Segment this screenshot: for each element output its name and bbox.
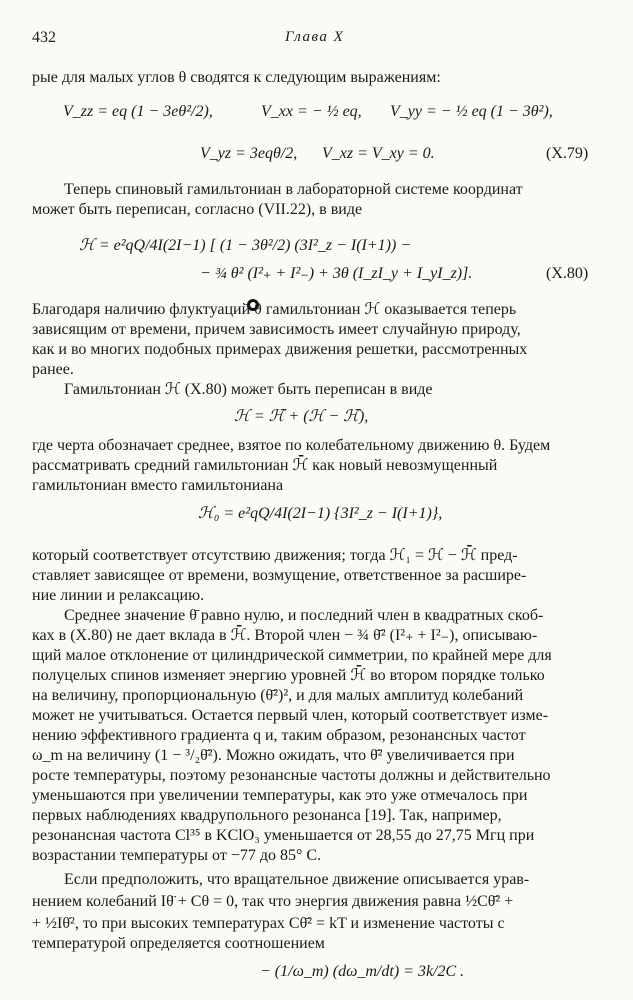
text-line: уменьшаются при увеличении температуры, как это уже отмечалось при <box>32 787 528 804</box>
equation-h0: ℋ₀ = e²qQ/4I(2I−1) {3I²_z − I(I+1)}, <box>198 505 443 522</box>
text-line: температурой определяется соотношением <box>32 935 325 952</box>
text-line: гамильтониан вместо гамильтониана <box>32 477 284 494</box>
equation-frequency-change: − (1/ω_m) (dω_m/dt) = 3k/2C . <box>260 963 465 980</box>
text-line: ние линии и релаксацию. <box>32 587 205 604</box>
text-line: щий малое отклонение от цилиндрической симметрии, по крайней мере для <box>32 647 552 664</box>
text-line: ω_m на величину (1 − ³/₂θ̄²). Можно ожидать, что θ̄² увеличивается при <box>32 747 515 764</box>
text-line: возрастании температуры от −77 до 85° С. <box>32 847 322 864</box>
text-line: Теперь спиновый гамильтониан в лабораторной системе координат <box>64 181 523 198</box>
equation-number: (X.80) <box>546 265 589 282</box>
text-line: рые для малых углов θ сводятся к следующим выражениям: <box>32 69 441 86</box>
equation-vzz: V_zz = eq (1 − 3eθ²/2), <box>63 103 213 120</box>
text-line: росте температуры, поэтому резонансные частоты должны и действительно <box>32 767 551 784</box>
equation-vxx: V_xx = − ½ eq, <box>261 103 362 120</box>
equation-vyz: V_yz = 3eqθ/2, <box>200 145 298 162</box>
text-line: может быть переписан, согласно (VII.22), в виде <box>32 201 363 218</box>
text-line: ранее. <box>32 361 74 378</box>
equation-decomposition: ℋ = ℋ̄ + (ℋ − ℋ̄), <box>234 408 369 425</box>
text-line: ставляет зависящее от времени, возмущение, ответственное за расшире- <box>32 567 527 584</box>
equation-vyy: V_yy = − ½ eq (1 − 3θ²), <box>390 103 553 120</box>
text-line: Среднее значение θ̄ равно нулю, и последний член в квадратных скоб- <box>64 607 544 624</box>
text-line: первых наблюдениях квадрупольного резонанса [19]. Так, например, <box>32 807 502 824</box>
text-line: нению эффективного градиента q и, таким образом, резонансных частот <box>32 727 526 744</box>
text-line: зависящим от времени, причем зависимость имеет случайную природу, <box>32 321 521 338</box>
chapter-title: Глава X <box>285 29 345 45</box>
text-line: резонансная частота Cl³⁵ в KClO₃ уменьшается от 28,55 до 27,75 Мгц при <box>32 827 535 844</box>
text-line: где черта обозначает среднее, взятое по колебательному движению θ. Будем <box>32 437 551 454</box>
text-line: ках в (X.80) не дает вклада в ℋ̄. Второй член − ¾ θ̄² (I²₊ + I²₋), описываю- <box>32 627 538 644</box>
text-line: рассматривать средний гамильтониан ℋ̄ как новый невозмущенный <box>32 457 498 474</box>
text-line: может не учитываться. Остается первый член, который соответствует изме- <box>32 707 549 724</box>
text-line: нением колебаний Iθ̈ + Cθ = 0, так что энергия движения равна ½Cθ̄² + <box>32 893 514 910</box>
text-line: который соответствует отсутствию движения; тогда ℋ₁ = ℋ − ℋ̄ пред- <box>32 547 518 564</box>
text-line: Если предположить, что вращательное движение описывается урав- <box>64 871 530 888</box>
equation-number: (X.79) <box>546 145 589 162</box>
text-line: на величину, пропорциональную (θ̄²)², и для малых амплитуд колебаний <box>32 687 524 704</box>
text-line: Гамильтониан ℋ (X.80) может быть переписан в виде <box>64 381 433 398</box>
text-line: как и во многих подобных примерах движения решетки, рассмотренных <box>32 341 528 358</box>
page-number: 432 <box>32 29 56 46</box>
text-line: полуцелых спинов изменяет энергию уровней ℋ̄ во втором порядке только <box>32 667 545 684</box>
equation-hamiltonian: ℋ = e²qQ/4I(2I−1) [ (1 − 3θ²/2) (3I²_z − I(I+1)) − <box>79 237 412 254</box>
text-line: Благодаря наличию флуктуаций θ гамильтониан ℋ оказывается теперь <box>32 301 517 318</box>
equation-vxz: V_xz = V_xy = 0. <box>322 145 435 162</box>
equation-hamiltonian-cont: − ¾ θ² (I²₊ + I²₋) + 3θ (I_zI_y + I_yI_z)]. <box>200 265 473 282</box>
text-line: + ½Iθ̇², то при высоких температурах Cθ̄² = kT и изменение частоты с <box>32 915 505 932</box>
